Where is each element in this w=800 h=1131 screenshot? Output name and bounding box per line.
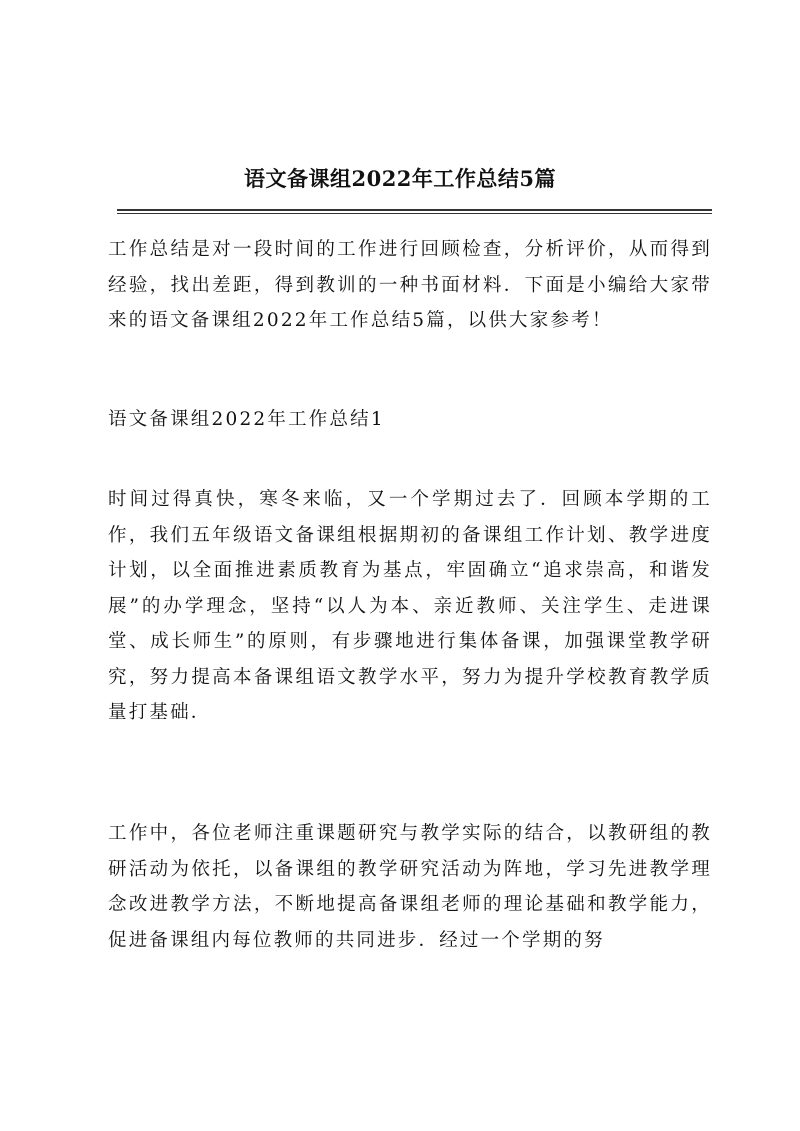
body-paragraph-1: 时间过得真快，寒冬来临，又一个学期过去了．回顾本学期的工作，我们五年级语文备课组根据期初的备课组工作计划、教学进度计划，以全面推进素质教育为基点，牢固确立“追求崇高，和谐发展”的办学理念，坚持“以人为本、亲近教师、关注学生、走进课堂、成长师生”的原则，有步骤地进行集体备课，加强课堂教学研究，努力提高本备课组语文教学水平，努力为提升学校教育教学质量打基础． <box>108 489 712 723</box>
intro-paragraph: 工作总结是对一段时间的工作进行回顾检查，分析评价，从而得到经验，找出差距，得到教训的一种书面材料．下面是小编给大家带来的语文备课组2022年工作总结5篇，以供大家参考！ <box>108 239 712 331</box>
document-title: 语文备课组2022年工作总结5篇 <box>243 166 557 191</box>
body-paragraph-2: 工作中，各位老师注重课题研究与教学实际的结合，以教研组的教研活动为依托，以备课组的教学研究活动为阵地，学习先进教学理念改进教学方法，不断地提高备课组老师的理论基础和教学能力，促进备课组内每位教师的共同进步．经过一个学期的努 <box>108 823 712 951</box>
section-heading: 语文备课组2022年工作总结1 <box>108 409 385 430</box>
title-divider <box>117 209 712 214</box>
